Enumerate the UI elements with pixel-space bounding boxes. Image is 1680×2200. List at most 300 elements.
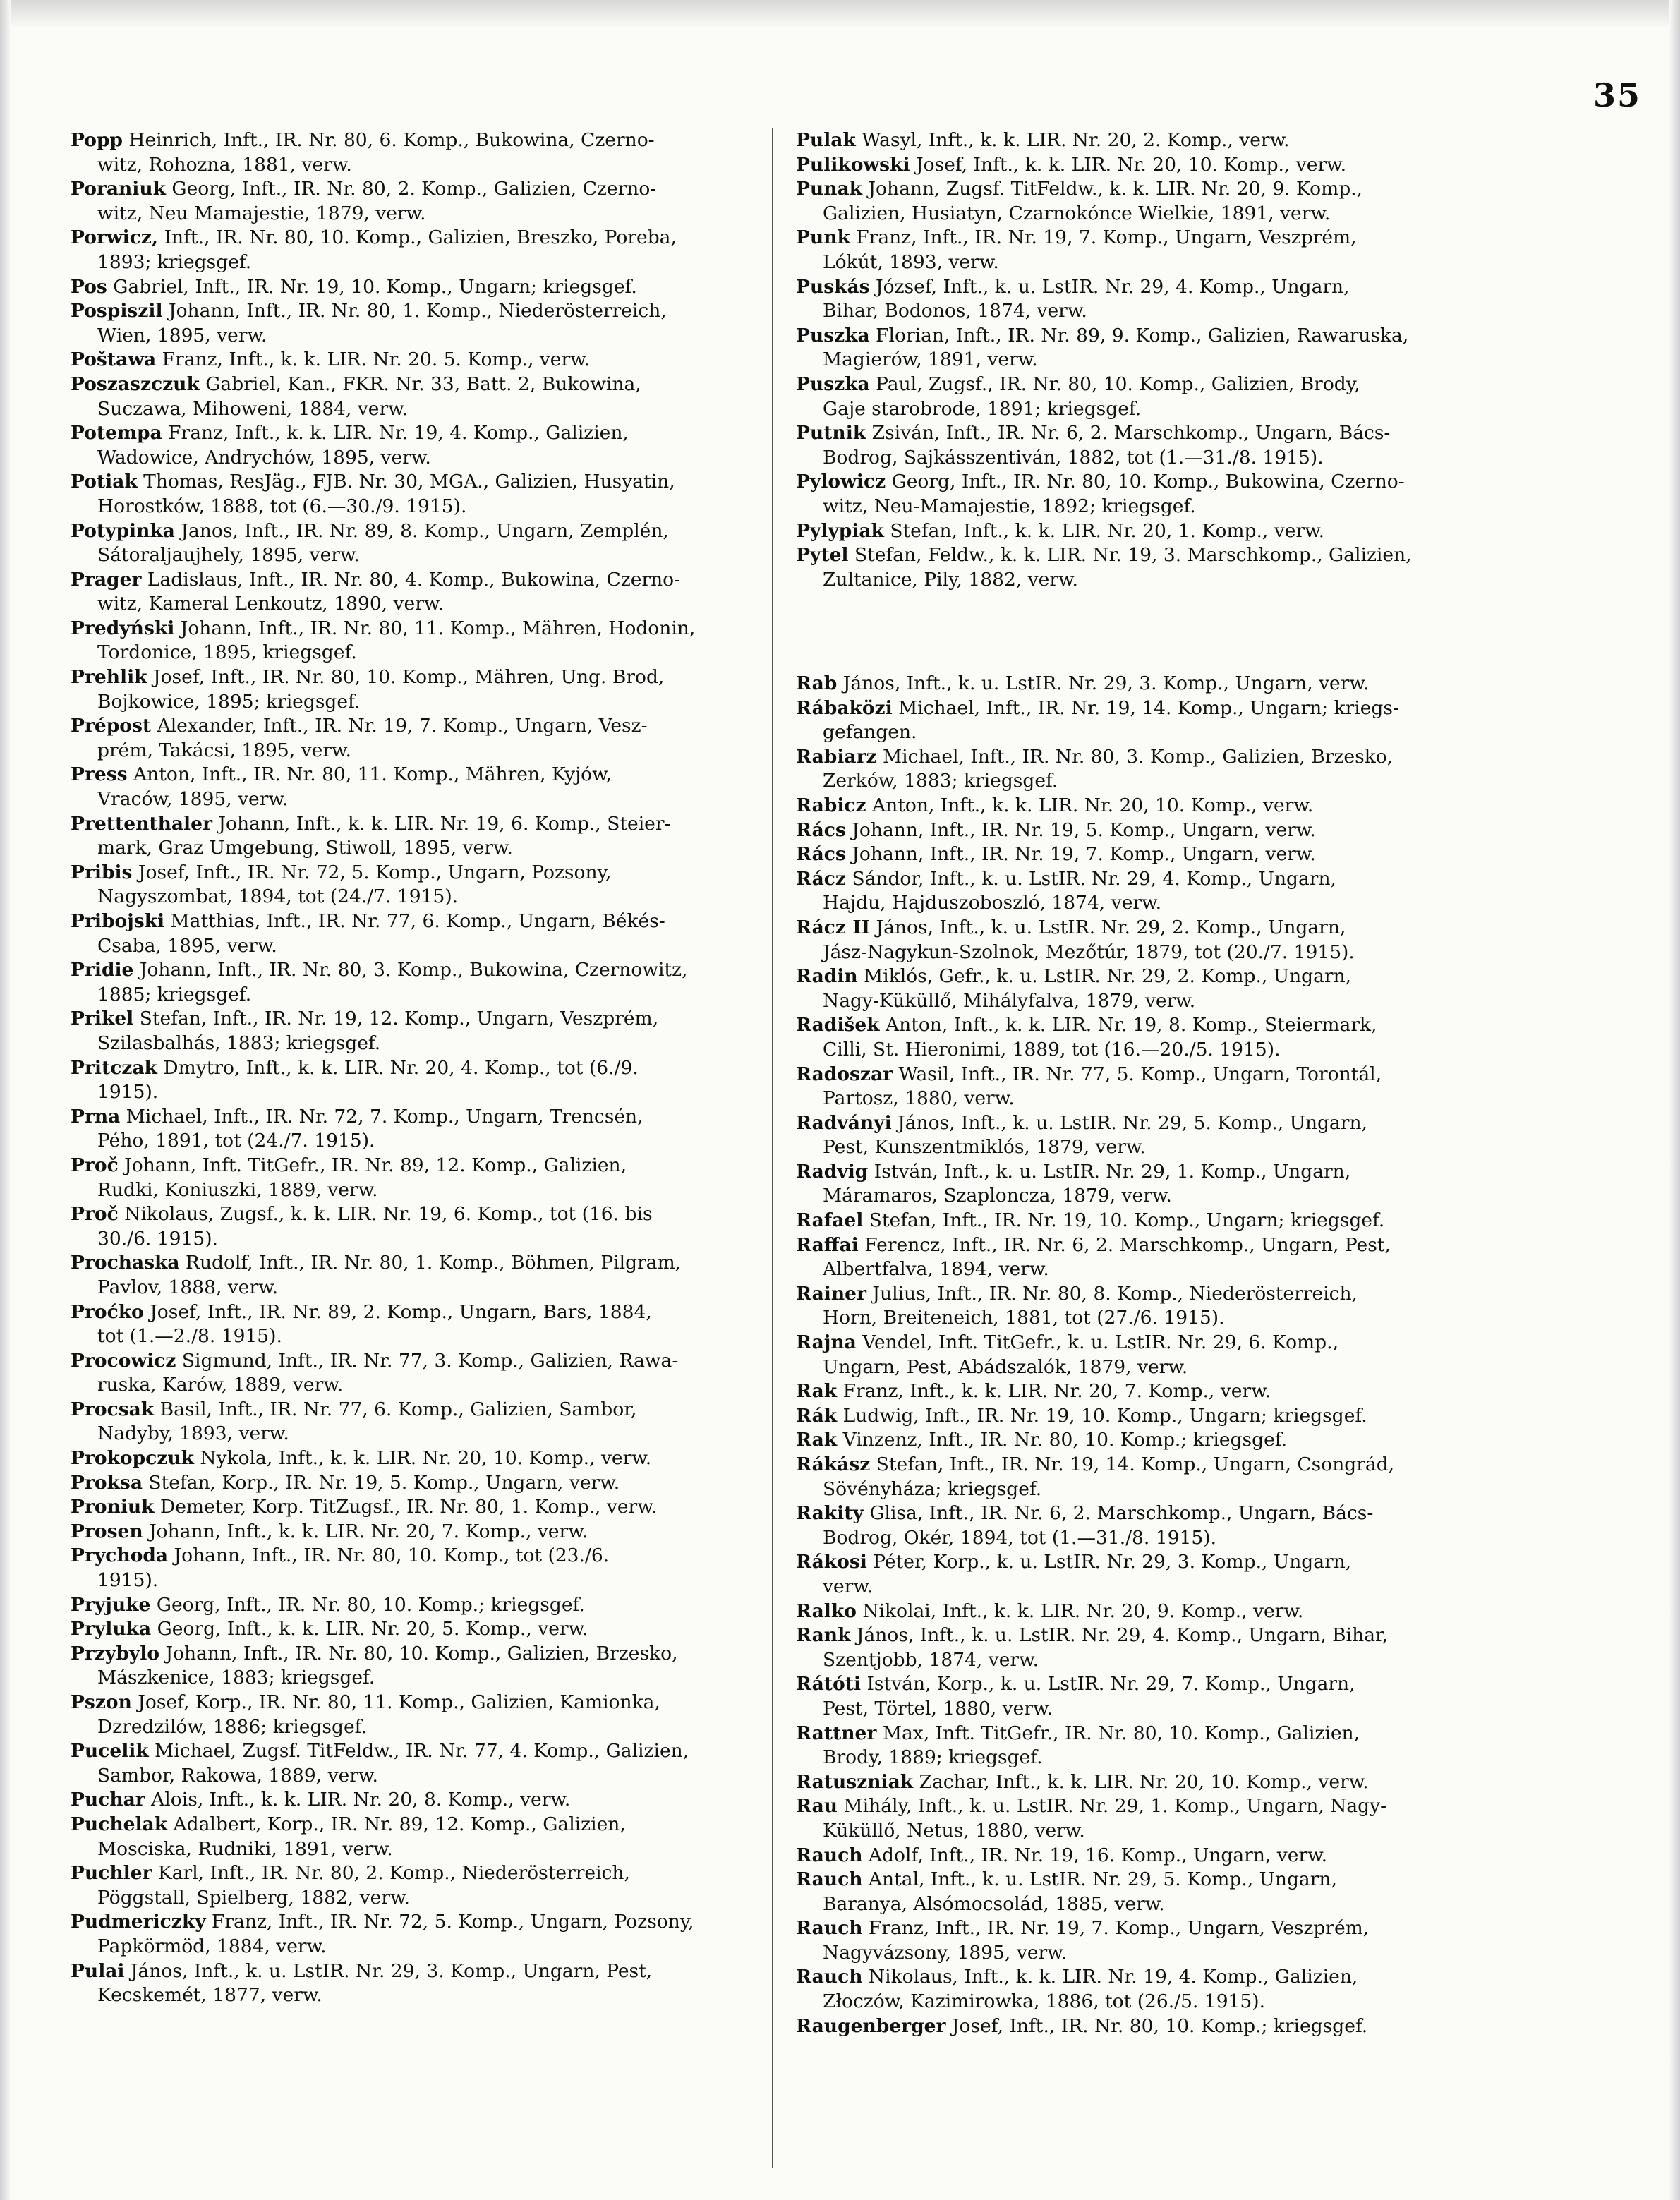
entry-text-line: Gaje starobrode, 1891; kriegsgef.: [823, 397, 1142, 420]
entry-text-line: Zachar, Inft., k. k. LIR. Nr. 20, 10. Komp., verw.: [919, 1770, 1369, 1793]
entry-text-line: Glisa, Inft., IR. Nr. 6, 2. Marschkomp., Ungarn, Bács-: [869, 1502, 1374, 1525]
entry-text-line: Vraców, 1895, verw.: [97, 788, 289, 811]
entry-text-line: Ferencz, Inft., IR. Nr. 6, 2. Marschkomp., Ungarn, Pest,: [864, 1233, 1391, 1256]
entry-text-line: 1915).: [97, 1081, 159, 1104]
register-entry: [796, 324, 1482, 373]
entry-text-line: Rudolf, Inft., IR. Nr. 80, 1. Komp., Böhmen, Pilgram,: [186, 1252, 682, 1274]
entry-text-line: István, Korp., k. u. LstIR. Nr. 29, 7. Komp., Ungarn,: [866, 1673, 1355, 1696]
entry-text-line: Stefan, Korp., IR. Nr. 19, 5. Komp., Ungarn, verw.: [148, 1471, 620, 1494]
register-entry: [71, 1007, 756, 1056]
entry-text-line: Johann, Inft., k. k. LIR. Nr. 19, 6. Komp., Steier-: [218, 812, 671, 835]
entry-text-line: gefangen.: [823, 721, 917, 744]
register-entry: [796, 470, 1482, 519]
entry-surname: Radványi: [796, 1111, 892, 1134]
entry-text-line: Franz, Inft., k. k. LIR. Nr. 20. 5. Komp., verw.: [162, 349, 591, 371]
entry-surname: Pribojski: [71, 910, 165, 932]
entry-text-line: Basil, Inft., IR. Nr. 77, 6. Komp., Galizien, Sambor,: [159, 1398, 637, 1420]
entry-surname: Puszka: [796, 373, 870, 395]
register-entry: [71, 1544, 756, 1592]
entry-text-line: Ladislaus, Inft., IR. Nr. 80, 4. Komp., Bukowina, Czerno-: [147, 568, 681, 591]
entry-text-line: Bodrog, Okér, 1894, tot (1.—31./8. 1915).: [823, 1526, 1216, 1549]
entry-surname: Rak: [796, 1380, 838, 1403]
entry-text-line: Vendel, Inft. TitGefr., k. u. LstIR. Nr. 29, 6. Komp.,: [862, 1331, 1338, 1354]
entry-text-line: Wasyl, Inft., k. k. LIR. Nr. 20, 2. Komp., verw.: [862, 129, 1290, 151]
entry-surname: Poštawa: [71, 349, 157, 371]
entry-text-line: Mosciska, Rudniki, 1891, verw.: [97, 1837, 393, 1860]
entry-text-line: Pest, Törtel, 1880, verw.: [823, 1697, 1053, 1719]
right-column-bottom: [796, 672, 1482, 2038]
entry-surname: Rák: [796, 1404, 838, 1427]
register-entry: [71, 1642, 756, 1691]
right-column-top: [796, 128, 1482, 592]
register-entry: [796, 794, 1482, 818]
register-entry: [796, 1404, 1482, 1429]
entry-text-line: Máramaros, Szaploncza, 1879, verw.: [823, 1185, 1172, 1207]
entry-text-line: Georg, Inft., IR. Nr. 80, 10. Komp., Bukowina, Czerno-: [891, 471, 1405, 493]
entry-text-line: Vinzenz, Inft., IR. Nr. 80, 10. Komp.; kriegsgef.: [842, 1429, 1288, 1451]
register-entry: [71, 128, 756, 177]
register-entry: [71, 177, 756, 226]
entry-text-line: János, Inft., k. u. LstIR. Nr. 29, 4. Komp., Ungarn, Bihar,: [856, 1624, 1389, 1647]
entry-surname: Rab: [796, 672, 838, 694]
entry-surname: Rau: [796, 1795, 838, 1818]
register-entry: [71, 1861, 756, 1910]
entry-text-line: Złoczów, Kazimirowka, 1886, tot (26./5. 1915).: [823, 1990, 1266, 2013]
entry-surname: Poszaszczuk: [71, 373, 200, 395]
register-entry: [71, 1959, 756, 2008]
entry-text-line: Küküllő, Netus, 1880, verw.: [823, 1819, 1085, 1842]
register-entry: [71, 909, 756, 958]
register-entry: [796, 1722, 1482, 1770]
entry-text-line: Franz, Inft., k. k. LIR. Nr. 20, 7. Komp., verw.: [842, 1380, 1271, 1403]
entry-surname: Rácz II: [796, 916, 871, 938]
entry-text-line: Bihar, Bodonos, 1874, verw.: [823, 300, 1087, 322]
entry-surname: Prehlik: [71, 666, 147, 689]
entry-text-line: Janos, Inft., IR. Nr. 89, 8. Komp., Ungarn, Zemplén,: [181, 519, 669, 542]
entry-text-line: Johann, Inft. TitGefr., IR. Nr. 89, 12. Komp., Galizien,: [124, 1154, 627, 1176]
register-entry: [796, 421, 1482, 470]
entry-surname: Pulak: [796, 129, 856, 151]
entry-text-line: Rudki, Koniuszki, 1889, verw.: [97, 1178, 378, 1201]
entry-surname: Ratuszniak: [796, 1770, 914, 1793]
entry-text-line: Sátoraljaujhely, 1895, verw.: [97, 544, 360, 567]
entry-text-line: Nagyszombat, 1894, tot (24./7. 1915).: [97, 886, 459, 908]
entry-text-line: Zsiván, Inft., IR. Nr. 6, 2. Marschkomp., Ungarn, Bács-: [871, 422, 1391, 445]
entry-text-line: 1915).: [97, 1569, 159, 1592]
register-entry: [796, 1916, 1482, 1965]
entry-surname: Rácz: [796, 867, 846, 890]
entry-text-line: Wadowice, Andrychów, 1895, verw.: [97, 446, 431, 469]
entry-text-line: Szentjobb, 1874, verw.: [823, 1648, 1039, 1671]
register-entry: [796, 1672, 1482, 1721]
register-entry: [71, 348, 756, 373]
entry-surname: Rauch: [796, 1917, 863, 1940]
entry-surname: Rabiarz: [796, 745, 877, 768]
entry-text-line: József, Inft., k. u. LstIR. Nr. 29, 4. Komp., Ungarn,: [876, 275, 1350, 298]
register-entry: [71, 617, 756, 665]
entry-surname: Proniuk: [71, 1496, 155, 1518]
register-entry: [71, 1495, 756, 1520]
entry-text-line: prém, Takácsi, 1895, verw.: [97, 739, 351, 761]
entry-surname: Radišek: [796, 1014, 880, 1036]
entry-text-line: Michael, Inft., IR. Nr. 72, 7. Komp., Ungarn, Trencsén,: [126, 1105, 643, 1128]
entry-surname: Poraniuk: [71, 178, 166, 200]
entry-text-line: Johann, Inft., IR. Nr. 19, 5. Komp., Ungarn, verw.: [852, 818, 1316, 841]
entry-surname: Raffai: [796, 1233, 859, 1256]
entry-surname: Porwicz,: [71, 226, 159, 249]
entry-text-line: János, Inft., k. u. LstIR. Nr. 29, 3. Komp., Ungarn, Pest,: [130, 1959, 653, 1982]
register-entry: [796, 177, 1482, 226]
register-entry: [796, 1331, 1482, 1379]
entry-surname: Rauch: [796, 1966, 863, 1988]
register-entry: [796, 226, 1482, 274]
page-number: 35: [1593, 76, 1641, 114]
entry-surname: Raugenberger: [796, 2014, 946, 2037]
register-entry: [796, 1770, 1482, 1795]
entry-surname: Pritczak: [71, 1056, 157, 1079]
entry-surname: Prychoda: [71, 1545, 169, 1567]
entry-surname: Proćko: [71, 1300, 144, 1323]
entry-text-line: Josef, Inft., IR. Nr. 89, 2. Komp., Ungarn, Bars, 1884,: [150, 1300, 652, 1323]
entry-text-line: Demeter, Korp. TitZugsf., IR. Nr. 80, 1. Komp., verw.: [159, 1496, 658, 1518]
entry-surname: Puchar: [71, 1789, 145, 1811]
entry-text-line: Papkörmöd, 1884, verw.: [97, 1935, 327, 1957]
entry-text-line: witz, Neu-Mamajestie, 1892; kriegsgef.: [823, 495, 1196, 517]
register-entry: [796, 745, 1482, 794]
entry-text-line: Josef, Inft., k. k. LIR. Nr. 20, 10. Komp., verw.: [915, 153, 1347, 176]
entry-text-line: mark, Graz Umgebung, Stiwoll, 1895, verw.: [97, 837, 513, 859]
entry-text-line: Josef, Korp., IR. Nr. 80, 11. Komp., Galizien, Kamionka,: [138, 1691, 660, 1713]
register-entry: [796, 818, 1482, 843]
entry-text-line: Zultanice, Pily, 1882, verw.: [823, 568, 1078, 591]
entry-text-line: Tordonice, 1895, kriegsgef.: [97, 641, 357, 664]
entry-text-line: Johann, Inft., IR. Nr. 80, 1. Komp., Niederösterreich,: [168, 300, 667, 322]
entry-surname: Pryjuke: [71, 1593, 151, 1616]
entry-surname: Puchler: [71, 1862, 152, 1885]
entry-text-line: Cilli, St. Hieronimi, 1889, tot (16.—20./5. 1915).: [823, 1038, 1281, 1060]
entry-surname: Rákosi: [796, 1551, 867, 1573]
entry-text-line: Wasil, Inft., IR. Nr. 77, 5. Komp., Ungarn, Torontál,: [898, 1063, 1382, 1085]
register-entry: [71, 275, 756, 300]
register-entry: [71, 1813, 756, 1861]
entry-text-line: Pest, Kunszentmiklós, 1879, verw.: [823, 1136, 1146, 1159]
register-entry: [796, 373, 1482, 421]
register-entry: [796, 1233, 1482, 1282]
entry-surname: Pos: [71, 275, 107, 298]
entry-text-line: Pého, 1891, tot (24./7. 1915).: [97, 1130, 375, 1152]
entry-surname: Procowicz: [71, 1349, 176, 1372]
entry-text-line: Inft., IR. Nr. 80, 10. Komp., Galizien, Breszko, Poreba,: [164, 226, 677, 249]
entry-text-line: Johann, Inft., k. k. LIR. Nr. 20, 7. Komp., verw.: [149, 1520, 588, 1542]
entry-text-line: Pavlov, 1888, verw.: [97, 1276, 279, 1298]
register-entry: [71, 226, 756, 274]
entry-text-line: Franz, Inft., IR. Nr. 72, 5. Komp., Ungarn, Pozsony,: [212, 1911, 694, 1933]
entry-text-line: Johann, Inft., IR. Nr. 19, 7. Komp., Ungarn, verw.: [852, 843, 1316, 866]
entry-surname: Pulikowski: [796, 153, 910, 176]
entry-text-line: Stefan, Inft., k. k. LIR. Nr. 20, 1. Komp., verw.: [890, 519, 1325, 542]
entry-text-line: Pöggstall, Spielberg, 1882, verw.: [97, 1886, 410, 1909]
register-entry: [71, 665, 756, 714]
register-entry: [71, 1349, 756, 1398]
register-entry: [796, 1501, 1482, 1550]
entry-surname: Putnik: [796, 422, 866, 445]
entry-text-line: István, Inft., k. u. LstIR. Nr. 29, 1. Komp., Ungarn,: [874, 1160, 1351, 1183]
entry-surname: Pucelik: [71, 1740, 149, 1763]
register-entry: [71, 714, 756, 763]
entry-text-line: Heinrich, Inft., IR. Nr. 80, 6. Komp., Bukowina, Czerno-: [128, 129, 655, 151]
entry-text-line: Nagy-Küküllő, Mihályfalva, 1879, verw.: [823, 989, 1196, 1012]
column-divider: [772, 128, 773, 2168]
entry-text-line: Suczawa, Mihoweni, 1884, verw.: [97, 397, 409, 420]
register-entry: [796, 1965, 1482, 2014]
entry-text-line: Ludwig, Inft., IR. Nr. 19, 10. Komp., Ungarn; kriegsgef.: [842, 1404, 1367, 1427]
entry-text-line: Nykola, Inft., k. k. LIR. Nr. 20, 10. Komp., verw.: [200, 1447, 652, 1470]
entry-surname: Rajna: [796, 1331, 857, 1354]
entry-text-line: Michael, Inft., IR. Nr. 19, 14. Komp., Ungarn; kriegs-: [898, 696, 1399, 719]
register-entry: [71, 1520, 756, 1545]
entry-text-line: Zerków, 1883; kriegsgef.: [823, 770, 1058, 792]
entry-text-line: Mászkenice, 1883; kriegsgef.: [97, 1667, 375, 1689]
entry-text-line: Bojkowice, 1895; kriegsgef.: [97, 690, 361, 713]
entry-surname: Rábaközi: [796, 696, 893, 719]
register-entry: [71, 1202, 756, 1251]
register-entry: [71, 1471, 756, 1496]
entry-text-line: Péter, Korp., k. u. LstIR. Nr. 29, 3. Komp., Ungarn,: [873, 1551, 1352, 1573]
entry-text-line: János, Inft., k. u. LstIR. Nr. 29, 5. Komp., Ungarn,: [898, 1111, 1367, 1134]
entry-surname: Prokopczuk: [71, 1447, 194, 1470]
register-entry: [71, 1105, 756, 1154]
entry-text-line: Georg, Inft., k. k. LIR. Nr. 20, 5. Komp., verw.: [157, 1618, 588, 1640]
entry-text-line: Max, Inft. TitGefr., IR. Nr. 80, 10. Komp., Galizien,: [882, 1722, 1360, 1744]
entry-text-line: Johann, Inft., IR. Nr. 80, 3. Komp., Bukowina, Czernowitz,: [139, 959, 688, 981]
entry-text-line: Michael, Inft., IR. Nr. 80, 3. Komp., Galizien, Brzesko,: [883, 745, 1394, 768]
entry-surname: Rakity: [796, 1502, 864, 1525]
register-entry: [71, 812, 756, 861]
scan-shadow-left: [0, 0, 11, 2200]
register-entry: [71, 763, 756, 811]
entry-surname: Rács: [796, 843, 846, 866]
entry-surname: Rabicz: [796, 794, 866, 816]
entry-surname: Prager: [71, 568, 142, 591]
register-entry: [71, 568, 756, 617]
entry-text-line: ruska, Karów, 1889, verw.: [97, 1374, 344, 1396]
entry-surname: Puskás: [796, 275, 870, 298]
register-entry: [796, 1550, 1482, 1599]
entry-surname: Prépost: [71, 715, 152, 737]
entry-surname: Proč: [71, 1154, 119, 1176]
entry-surname: Proč: [71, 1203, 119, 1226]
entry-text-line: Galizien, Husiatyn, Czarnokónce Wielkie, 1891, verw.: [823, 202, 1331, 224]
entry-text-line: Wien, 1895, verw.: [97, 324, 267, 346]
entry-text-line: Matthias, Inft., IR. Nr. 77, 6. Komp., Ungarn, Békés-: [170, 910, 665, 932]
register-entry: [71, 1056, 756, 1105]
entry-surname: Rank: [796, 1624, 851, 1647]
register-entry: [71, 1739, 756, 1788]
entry-surname: Prna: [71, 1105, 121, 1128]
entry-surname: Potiak: [71, 471, 138, 493]
entry-surname: Potypinka: [71, 519, 175, 542]
entry-text-line: 1885; kriegsgef.: [97, 983, 252, 1005]
entry-text-line: 30./6. 1915).: [97, 1227, 218, 1250]
entry-surname: Rács: [796, 818, 846, 841]
entry-text-line: Adolf, Inft., IR. Nr. 19, 16. Komp., Ungarn, verw.: [868, 1844, 1328, 1866]
register-entry: [796, 1209, 1482, 1233]
entry-text-line: Brody, 1889; kriegsgef.: [823, 1746, 1043, 1769]
entry-surname: Potempa: [71, 422, 162, 445]
register-entry: [796, 1063, 1482, 1111]
entry-text-line: Georg, Inft., IR. Nr. 80, 2. Komp., Galizien, Czerno-: [171, 178, 657, 200]
entry-surname: Pridie: [71, 959, 134, 981]
register-entry: [796, 842, 1482, 867]
entry-text-line: Anton, Inft., k. k. LIR. Nr. 19, 8. Komp., Steiermark,: [885, 1014, 1377, 1036]
entry-text-line: Florian, Inft., IR. Nr. 89, 9. Komp., Galizien, Rawaruska,: [876, 324, 1409, 346]
entry-surname: Puszka: [796, 324, 870, 346]
register-entry: [71, 1154, 756, 1202]
register-entry: [796, 1624, 1482, 1672]
entry-surname: Prochaska: [71, 1252, 180, 1274]
entry-text-line: Michael, Zugsf. TitFeldw., IR. Nr. 77, 4. Komp., Galizien,: [155, 1740, 689, 1763]
entry-text-line: Horostków, 1888, tot (6.—30./9. 1915).: [97, 495, 467, 517]
entry-surname: Puchelak: [71, 1813, 168, 1835]
entry-text-line: János, Inft., k. u. LstIR. Nr. 29, 2. Komp., Ungarn,: [876, 916, 1346, 938]
register-entry: [71, 470, 756, 519]
entry-surname: Rak: [796, 1429, 838, 1451]
entry-surname: Pospiszil: [71, 300, 163, 322]
register-entry: [71, 1593, 756, 1618]
entry-text-line: witz, Rohozna, 1881, verw.: [97, 153, 352, 176]
entry-surname: Pytel: [796, 544, 849, 567]
register-entry: [796, 1379, 1482, 1404]
entry-surname: Pryluka: [71, 1618, 152, 1640]
entry-surname: Predyński: [71, 617, 175, 639]
entry-text-line: Johann, Inft., IR. Nr. 80, 10. Komp., tot (23./6.: [174, 1545, 610, 1567]
entry-text-line: Horn, Breiteneich, 1881, tot (27./6. 1915).: [823, 1307, 1225, 1329]
entry-text-line: Nikolai, Inft., k. k. LIR. Nr. 20, 9. Komp., verw.: [862, 1600, 1304, 1622]
entry-text-line: Nadyby, 1893, verw.: [97, 1422, 289, 1445]
left-column: [71, 128, 756, 2008]
entry-text-line: Franz, Inft., IR. Nr. 19, 7. Komp., Ungarn, Veszprém,: [856, 226, 1357, 249]
entry-text-line: Antal, Inft., k. u. LstIR. Nr. 29, 5. Komp., Ungarn,: [868, 1868, 1337, 1891]
entry-surname: Prosen: [71, 1520, 143, 1542]
entry-surname: Punk: [796, 226, 850, 249]
register-entry: [71, 1788, 756, 1813]
entry-text-line: Nikolaus, Zugsf., k. k. LIR. Nr. 19, 6. Komp., tot (16. bis: [124, 1203, 653, 1226]
entry-surname: Ralko: [796, 1600, 857, 1622]
entry-text-line: Johann, Zugsf. TitFeldw., k. k. LIR. Nr. 20, 9. Komp.,: [868, 178, 1363, 200]
register-entry: [796, 1282, 1482, 1331]
register-entry: [71, 1398, 756, 1446]
entry-surname: Pylypiak: [796, 519, 884, 542]
register-entry: [71, 1910, 756, 1959]
entry-surname: Press: [71, 763, 128, 786]
register-entry: [71, 1691, 756, 1739]
entry-text-line: Adalbert, Korp., IR. Nr. 89, 12. Komp., Galizien,: [173, 1813, 626, 1835]
scan-shadow-top: [0, 0, 1680, 28]
entry-surname: Rafael: [796, 1209, 864, 1232]
entry-text-line: Miklós, Gefr., k. u. LstIR. Nr. 29, 2. Komp., Ungarn,: [864, 965, 1352, 988]
entry-text-line: Nikolaus, Inft., k. k. LIR. Nr. 19, 4. Komp., Galizien,: [868, 1966, 1358, 1988]
entry-text-line: Sövényháza; kriegsgef.: [823, 1477, 1042, 1500]
register-entry: [796, 153, 1482, 178]
entry-text-line: Johann, Inft., IR. Nr. 80, 10. Komp., Galizien, Brzesko,: [165, 1642, 678, 1664]
entry-text-line: Franz, Inft., IR. Nr. 19, 7. Komp., Ungarn, Veszprém,: [868, 1917, 1370, 1940]
register-entry: [796, 867, 1482, 916]
entry-text-line: Magierów, 1891, verw.: [823, 349, 1038, 371]
entry-surname: Proksa: [71, 1471, 143, 1494]
entry-surname: Rattner: [796, 1722, 877, 1744]
entry-text-line: Josef, Inft., IR. Nr. 80, 10. Komp., Mähren, Ung. Brod,: [152, 666, 665, 689]
entry-text-line: Johann, Inft., IR. Nr. 80, 11. Komp., Mähren, Hodonin,: [180, 617, 696, 639]
register-entry: [71, 861, 756, 909]
register-entry: [796, 543, 1482, 592]
entry-text-line: Szilasbalhás, 1883; kriegsgef.: [97, 1032, 381, 1054]
entry-text-line: Sambor, Rakowa, 1889, verw.: [97, 1764, 378, 1787]
entry-surname: Radvig: [796, 1160, 869, 1183]
entry-surname: Pylowicz: [796, 471, 886, 493]
register-entry: [796, 275, 1482, 324]
entry-surname: Radin: [796, 965, 858, 988]
register-entry: [796, 916, 1482, 965]
entry-text-line: Dzredzilów, 1886; kriegsgef.: [97, 1715, 367, 1738]
entry-text-line: Stefan, Inft., IR. Nr. 19, 10. Komp., Ungarn; kriegsgef.: [869, 1209, 1385, 1232]
entry-text-line: Kecskemét, 1877, verw.: [97, 1984, 322, 2007]
register-entry: [796, 1844, 1482, 1868]
register-entry: [796, 1428, 1482, 1453]
entry-surname: Pszon: [71, 1691, 132, 1713]
entry-text-line: Mihály, Inft., k. u. LstIR. Nr. 29, 1. Komp., Ungarn, Nagy-: [843, 1795, 1387, 1818]
entry-surname: Rátóti: [796, 1673, 862, 1696]
entry-text-line: Anton, Inft., IR. Nr. 80, 11. Komp., Mähren, Kyjów,: [133, 763, 612, 786]
register-entry: [71, 1300, 756, 1349]
entry-surname: Przybylo: [71, 1642, 160, 1664]
entry-text-line: Lókút, 1893, verw.: [823, 250, 999, 273]
entry-text-line: Stefan, Inft., IR. Nr. 19, 12. Komp., Ungarn, Veszprém,: [139, 1008, 659, 1030]
entry-text-line: Stefan, Inft., IR. Nr. 19, 14. Komp., Ungarn, Csongrád,: [876, 1453, 1395, 1475]
entry-surname: Pribis: [71, 861, 133, 883]
entry-text-line: witz, Kameral Lenkoutz, 1890, verw.: [97, 593, 444, 615]
register-entry: [71, 1446, 756, 1471]
entry-text-line: Sigmund, Inft., IR. Nr. 77, 3. Komp., Galizien, Rawa-: [181, 1349, 679, 1372]
register-entry: [71, 421, 756, 470]
entry-surname: Rauch: [796, 1868, 863, 1891]
register-entry: [796, 1160, 1482, 1209]
register-entry: [796, 672, 1482, 696]
entry-text-line: Alexander, Inft., IR. Nr. 19, 7. Komp., Ungarn, Vesz-: [157, 715, 648, 737]
entry-text-line: tot (1.—2./8. 1915).: [97, 1325, 282, 1348]
register-entry: [796, 1600, 1482, 1624]
register-entry: [796, 1453, 1482, 1501]
entry-text-line: Partosz, 1880, verw.: [823, 1087, 1015, 1110]
entry-text-line: Ungarn, Pest, Abádszalók, 1879, verw.: [823, 1355, 1188, 1378]
register-entry: [796, 519, 1482, 544]
entry-text-line: Csaba, 1895, verw.: [97, 934, 277, 957]
entry-text-line: Thomas, ResJäg., FJB. Nr. 30, MGA., Galizien, Husyatin,: [143, 471, 675, 493]
entry-surname: Rauch: [796, 1844, 863, 1866]
register-entry: [71, 958, 756, 1007]
entry-text-line: Alois, Inft., k. k. LIR. Nr. 20, 8. Komp., verw.: [151, 1789, 571, 1811]
entry-text-line: Hajdu, Hajduszoboszló, 1874, verw.: [823, 892, 1162, 914]
entry-text-line: Baranya, Alsómocsolád, 1885, verw.: [823, 1892, 1165, 1915]
entry-text-line: Anton, Inft., k. k. LIR. Nr. 20, 10. Komp., verw.: [872, 794, 1314, 816]
register-entry: [71, 1617, 756, 1642]
entry-text-line: Gabriel, Kan., FKR. Nr. 33, Batt. 2, Bukowina,: [205, 373, 641, 395]
register-entry: [796, 1013, 1482, 1062]
register-entry: [71, 1251, 756, 1300]
register-entry: [71, 519, 756, 568]
entry-text-line: witz, Neu Mamajestie, 1879, verw.: [97, 202, 426, 224]
entry-text-line: Josef, Inft., IR. Nr. 80, 10. Komp.; kriegsgef.: [951, 2014, 1368, 2037]
entry-surname: Radoszar: [796, 1063, 893, 1085]
